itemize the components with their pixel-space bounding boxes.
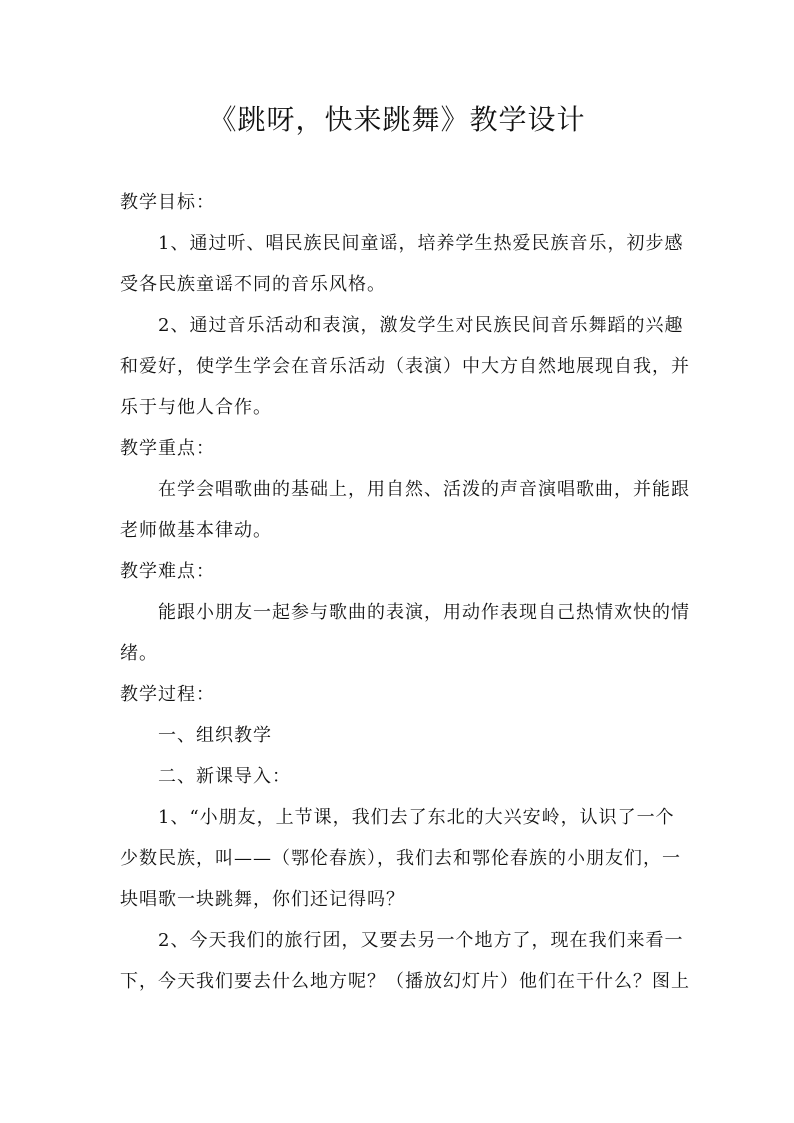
paragraph-line: 和爱好，使学生学会在音乐活动（表演）中大方自然地展现自我，并 — [120, 356, 690, 377]
paragraph-line: 下，今天我们要去什么地方呢？（播放幻灯片）他们在干什么？图上 — [120, 971, 690, 992]
section-key-points — [120, 428, 690, 551]
paragraph-line: 块唱歌一块跳舞，你们还记得吗？ — [120, 889, 405, 910]
document-title: 《跳呀，快来跳舞》教学设计 — [208, 103, 586, 136]
paragraph-line: 绪。 — [120, 643, 158, 664]
document-body — [120, 182, 690, 1002]
paragraph-line: 在学会唱歌曲的基础上，用自然、活泼的声音演唱歌曲，并能跟 — [158, 479, 690, 500]
paragraph-line: 少数民族，叫——（鄂伦春族），我们去和鄂伦春族的小朋友们，一 — [120, 848, 681, 869]
section-objectives — [120, 182, 690, 428]
paragraph-line: 2、今天我们的旅行团，又要去另一个地方了，现在我们来看一 — [158, 930, 684, 951]
section-difficulties — [120, 551, 690, 674]
process-step: 一、组织教学 — [158, 725, 272, 746]
section-heading: 教学难点： — [120, 561, 215, 582]
paragraph-line: 老师做基本律动。 — [120, 520, 272, 541]
section-process — [120, 674, 690, 1002]
section-heading: 教学重点： — [120, 438, 215, 459]
paragraph-line: 1、“小朋友，上节课，我们去了东北的大兴安岭，认识了一个 — [158, 807, 675, 828]
paragraph-line: 受各民族童谣不同的音乐风格。 — [120, 274, 386, 295]
paragraph-line: 乐于与他人合作。 — [120, 397, 272, 418]
paragraph-line: 1、通过听、唱民族民间童谣，培养学生热爱民族音乐，初步感 — [158, 233, 684, 254]
paragraph-line: 能跟小朋友一起参与歌曲的表演，用动作表现自己热情欢快的情 — [158, 602, 690, 623]
section-heading: 教学目标： — [120, 192, 215, 213]
paragraph-line: 2、通过音乐活动和表演，激发学生对民族民间音乐舞蹈的兴趣 — [158, 315, 684, 336]
section-heading: 教学过程： — [120, 684, 215, 705]
process-step: 二、新课导入： — [158, 766, 291, 787]
